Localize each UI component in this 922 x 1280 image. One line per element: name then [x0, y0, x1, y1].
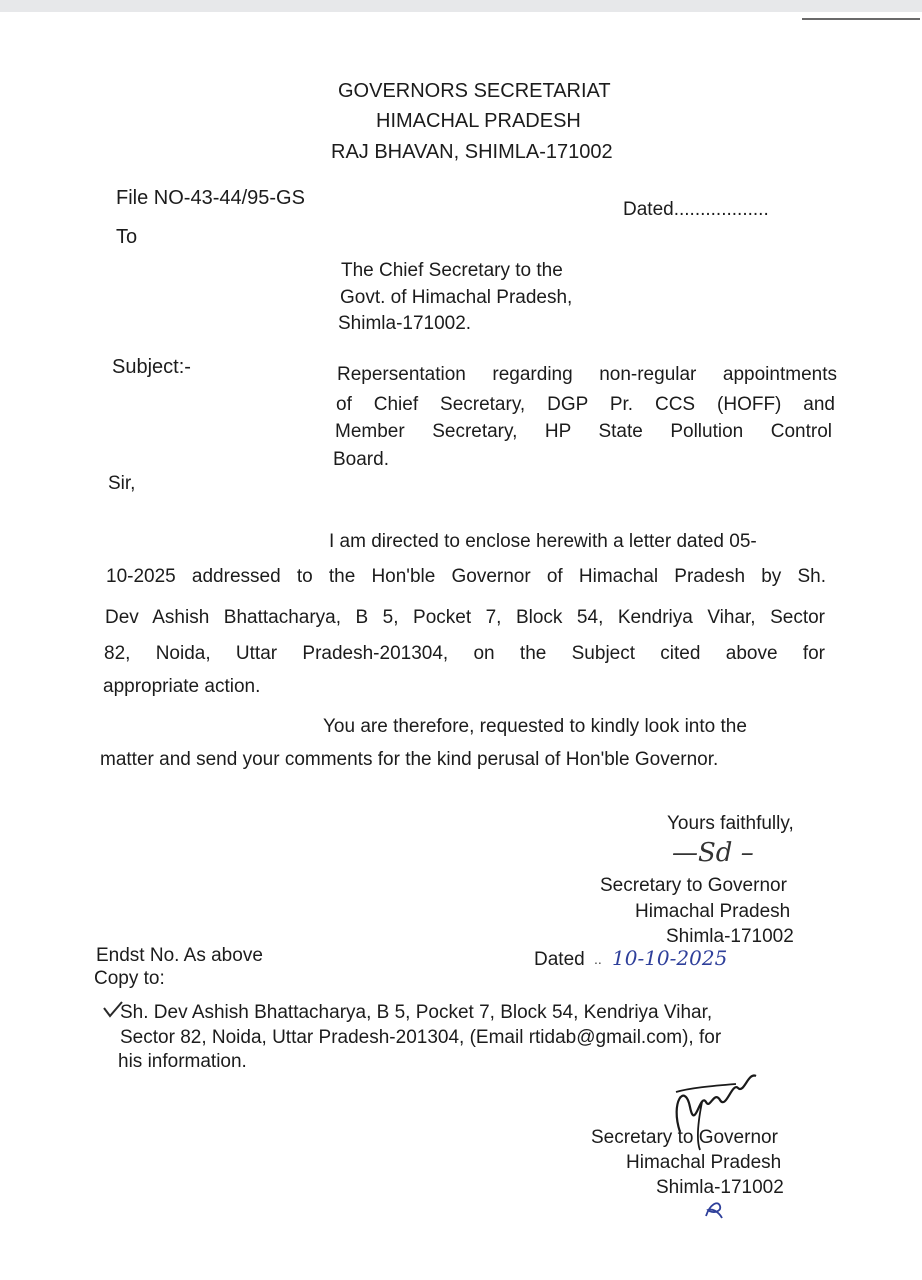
subject-line-3: Member Secretary, HP State Pollution Control: [335, 421, 832, 442]
copy-recipient-line-1: Sh. Dev Ashish Bhattacharya, B 5, Pocket 7, Block 54, Kendriya Vihar,: [120, 1002, 713, 1023]
endst-no: Endst No. As above: [96, 945, 263, 966]
body-para1-line-3: Dev Ashish Bhattacharya, B 5, Pocket 7, Block 54, Kendriya Vihar, Sector: [105, 607, 825, 628]
file-number: File NO-43-44/95-GS: [116, 187, 305, 209]
dated-label: Dated: [623, 199, 674, 220]
subject-line-1: Repersentation regarding non-regular appointments: [337, 364, 837, 385]
yours-faithfully: Yours faithfully,: [667, 813, 794, 834]
header-line-3: RAJ BHAVAN, SHIMLA-171002: [331, 141, 613, 163]
recipient-line-2: Govt. of Himachal Pradesh,: [340, 287, 573, 308]
recipient-line-1: The Chief Secretary to the: [341, 260, 563, 281]
sd-signature-note: —Sd –: [672, 838, 754, 868]
body-para1-line-1: I am directed to enclose herewith a letter dated 05-: [329, 531, 757, 552]
recipient-line-3: Shimla-171002.: [338, 313, 472, 334]
signatory-state: Himachal Pradesh: [626, 1152, 782, 1173]
salutation: Sir,: [108, 473, 136, 494]
dated-dots: ..................: [673, 199, 769, 220]
body-para1-line-5: appropriate action.: [103, 676, 261, 697]
closing-state: Himachal Pradesh: [635, 901, 791, 922]
endst-dated-label: Dated: [534, 949, 585, 970]
endst-dated-dots: ..: [594, 951, 602, 967]
body-para1-line-4: 82, Noida, Uttar Pradesh-201304, on the Subject cited above for: [104, 643, 825, 664]
closing-city: Shimla-171002: [666, 926, 794, 947]
signatory-city: Shimla-171002: [656, 1177, 784, 1198]
to-label: To: [116, 226, 138, 248]
endst-dated-value: 10-10-2025: [612, 946, 728, 970]
copy-recipient-line-3: his information.: [118, 1051, 247, 1072]
body-para2-line-2: matter and send your comments for the kind perusal of Hon'ble Governor.: [100, 749, 719, 770]
subject-line-4: Board.: [333, 449, 389, 470]
dated-field: [623, 199, 769, 222]
initials-mark: [702, 1198, 724, 1220]
body-para2-line-1: You are therefore, requested to kindly look into the: [323, 716, 747, 737]
signatory-designation: Secretary to Governor: [591, 1127, 778, 1148]
scan-edge-mark: [802, 18, 920, 20]
copy-recipient-line-2: Sector 82, Noida, Uttar Pradesh-201304, (Email rtidab@gmail.com), for: [120, 1027, 722, 1048]
subject-label: Subject:-: [112, 356, 191, 378]
copy-to: Copy to:: [94, 968, 165, 989]
body-para1-line-2: 10-2025 addressed to the Hon'ble Governor of Himachal Pradesh by Sh.: [106, 566, 826, 587]
sd-text: Sd: [698, 838, 733, 868]
scan-top-edge: [0, 0, 922, 12]
header-line-1: GOVERNORS SECRETARIAT: [338, 80, 611, 102]
header-line-2: HIMACHAL PRADESH: [376, 110, 581, 132]
closing-designation: Secretary to Governor: [600, 875, 787, 896]
subject-line-2: of Chief Secretary, DGP Pr. CCS (HOFF) and: [336, 394, 835, 415]
